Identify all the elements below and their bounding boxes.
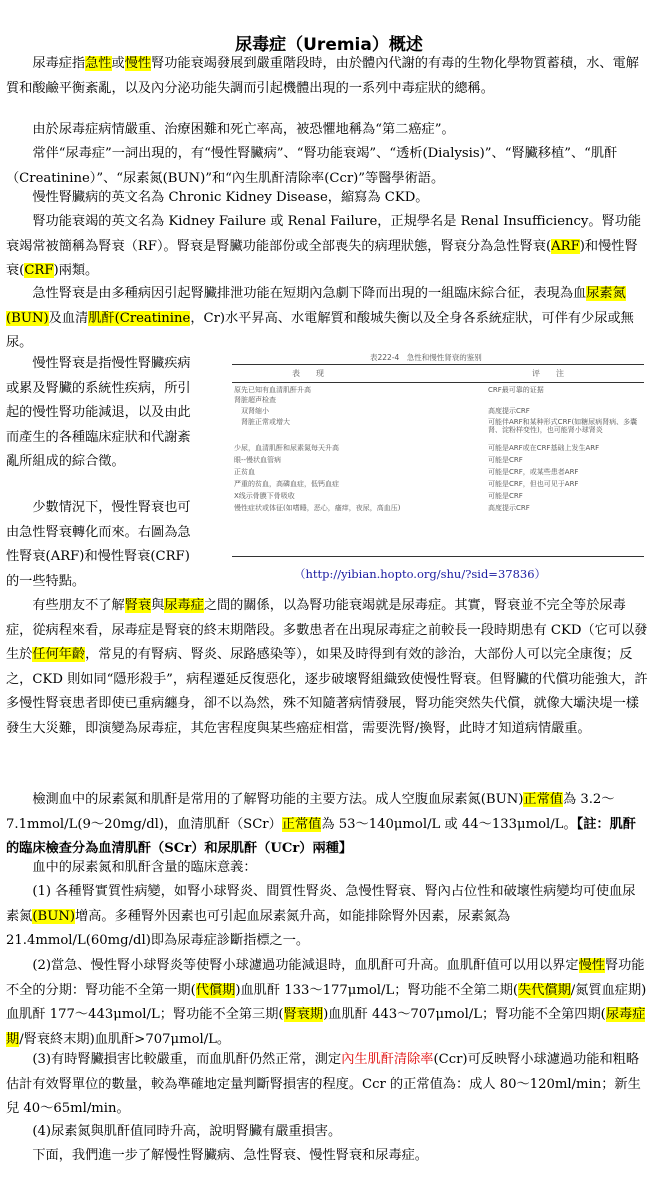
- highlight-normal-value-1: 正常值: [523, 792, 563, 807]
- table-cell-comment: 高度提示CRF: [488, 407, 530, 415]
- highlight-bun-2: (BUN): [32, 908, 76, 924]
- paragraph-chronic-failure: 慢性腎衰是指慢性腎臟疾病或累及腎臟的系統性疾病，所引起的慢性腎功能減退，以及由此而產生的各種臨床症狀和代謝紊亂所組成的綜合徵。: [6, 356, 191, 469]
- table-cell-feature: 双肾缩小: [234, 407, 269, 415]
- highlight-crf: CRF: [24, 263, 54, 278]
- table-cell-comment: 可能是CRF: [488, 492, 523, 500]
- table-cell-feature: 正贫血: [234, 468, 255, 476]
- highlight-normal-value-2: 正常值: [281, 816, 322, 832]
- comparison-table-figure: [232, 352, 644, 581]
- table-cell-comment: 高度提示CRF: [488, 504, 530, 512]
- text-ccr-red: 內生肌酐清除率: [341, 1052, 434, 1067]
- paragraph-tests: 檢測血中的尿素氮和肌酐是常用的了解腎功能的主要方法。成人空腹血尿素氮(BUN)正常值為 3.2～7.1mmol/L(9～20mg/dl)，血清肌酐（SCr）正常值為 53～140μmol/L 或 44～133μmol/L。【註：肌酐的臨床檢查分為血清肌酐（SCr）和尿肌酐（UCr）兩種】: [6, 792, 636, 856]
- table-cell-feature: 慢性症状或体征(如嗜睡，恶心，瘙痒，夜尿，高血压): [234, 504, 401, 512]
- table-cell-feature: 严重的贫血，高磷血症，低钙血症: [234, 480, 339, 488]
- table-cell-feature: 原先已知有血清肌酐升高: [234, 386, 311, 394]
- paragraph-point-2: (2)當急、慢性腎小球腎炎等使腎小球濾過功能減退時，血肌酐可升高。血肌酐值可以用以界定慢性腎功能不全的分期：腎功能不全第一期(代償期)血肌酐 133～177μmol/L；腎功能不全第二期(失代償期/氮質血症期)血肌酐 177～443μmol/L；腎功能不全第三期(腎衰期)血肌酐 443～707μmol/L；腎功能不全第四期(尿毒症期/腎衰終末期)血肌酐>707μmol/L。: [6, 958, 647, 1047]
- table-top-rule: [232, 364, 644, 365]
- paragraph-ckd: 慢性腎臟病的英文名為 Chronic Kidney Disease，縮寫為 CKD。: [6, 190, 429, 205]
- highlight-acute: 急性: [85, 56, 112, 71]
- paragraph-clinical-meaning: 血中的尿素氮和肌酐含量的臨床意義：: [6, 860, 257, 875]
- paragraph-point-4: (4)尿素氮與肌酐值同時升高，說明腎臟有嚴重損害。: [6, 1124, 342, 1139]
- table-cell-comment: 可能是CRF: [488, 456, 523, 464]
- note-creatinine: 【註：肌酐的臨床檢查分為血清肌酐（SCr）和尿肌酐（UCr）兩種】: [6, 816, 636, 856]
- paragraph-second-cancer: 由於尿毒症病情嚴重、治療困難和死亡率高，被恐懼地稱為“第二癌症”。: [6, 122, 455, 137]
- highlight-arf: ARF: [551, 238, 580, 254]
- table-cell-comment: 可能是ARF或在CRF基础上发生ARF: [488, 444, 600, 452]
- table-header-rule: [232, 382, 644, 383]
- table-cell-feature: 眼--慢状血管病: [234, 456, 282, 464]
- highlight-stage-4: 尿毒症期: [6, 1007, 646, 1047]
- paragraph-terms: 常伴“尿毒症”一詞出現的，有“慢性腎臟病”、“腎功能衰竭”、“透析(Dialysis)”、“腎臟移植”、“肌酐（Creatinine）”、“尿素氮(BUN)”和“內生肌酐清除率(Ccr)”等醫學術語。: [6, 146, 618, 186]
- table-cell-comment: 可能是CRF，但也可见于ARF: [488, 480, 579, 488]
- table-header-col2: 评 注: [532, 369, 564, 378]
- table-cell-feature: 肾脏超声检查: [234, 396, 276, 404]
- highlight-bun: 尿素氮(BUN): [6, 286, 626, 326]
- highlight-creatinine: 肌酐(Creatinine: [88, 310, 191, 326]
- highlight-renal-failure: 腎衰: [124, 598, 152, 613]
- table-bottom-rule: [232, 556, 644, 557]
- highlight-chronic-2: 慢性: [578, 958, 605, 973]
- paragraph-renal-failure: 腎功能衰竭的英文名為 Kidney Failure 或 Renal Failure，正規學名是 Renal Insufficiency。腎功能衰竭常被簡稱為腎衰（RF）。腎衰是腎臟功能部份或全部喪失的病理狀態，腎衰分為急性腎衰(ARF)和慢性腎衰(CRF)兩類。: [6, 214, 642, 278]
- paragraph-point-1: (1) 各種腎實質性病變，如腎小球腎炎、間質性腎炎、急慢性腎衰、腎內占位性和破壞性病變均可使血尿素氮(BUN)增高。多種腎外因素也可引起血尿素氮升高，如能排除腎外因素，尿素氮為 21.4mmol/L(60mg/dl)即為尿毒症診斷指標之一。: [6, 884, 636, 948]
- figure-caption: 表222-4 急性和慢性肾衰的鉴别: [370, 353, 482, 362]
- highlight-chronic: 慢性: [124, 56, 152, 71]
- paragraph-closing: 下面，我們進一步了解慢性腎臟病、急性腎衰、慢性腎衰和尿毒症。: [6, 1148, 428, 1163]
- paragraph-point-3: (3)有時腎臟損害比較嚴重，而血肌酐仍然正常，測定內生肌酐清除率(Ccr)可反映腎小球濾過功能和粗略估計有效腎單位的數量，較為準確地定量判斷腎損害的程度。Ccr 的正常值為：成人 80～120ml/min；新生兒 40～65ml/min。: [6, 1052, 641, 1116]
- paragraph-figure-intro: 少數情況下，慢性腎衰也可由急性腎衰轉化而來。右圖為急性腎衰(ARF)和慢性腎衰(CRF)的一些特點。: [6, 500, 191, 589]
- highlight-any-age: 任何年齡: [32, 647, 86, 662]
- table-cell-feature: X线示骨膜下骨吸收: [234, 492, 295, 500]
- paragraph-definition: 尿毒症指急性或慢性腎功能衰竭發展到嚴重階段時，由於體內代謝的有毒的生物化學物質蓄積，水、電解質和酸鹼平衡紊亂，以及內分泌功能失調而引起機體出現的一系列中毒症狀的總稱。: [6, 56, 639, 96]
- table-cell-comment: 可能伴ARF和某种形式CRF(如糖尿病肾病、多囊肾、淀粉样变性)，也可能肾小球肾炎: [488, 418, 638, 434]
- highlight-stage-1: 代償期: [195, 982, 236, 998]
- table-cell-feature: 肾脏正常或增大: [234, 418, 290, 426]
- paragraph-relationship: 有些朋友不了解腎衰與尿毒症之間的關係，以為腎功能衰竭就是尿毒症。其實，腎衰並不完全等於尿毒症，從病程來看，尿毒症是腎衰的終末期階段。多數患者在出現尿毒症之前較長一段時期患有 CKD（它可以發生於任何年齡，常見的有腎病、腎炎、尿路感染等），如果及時得到有效的診治，大部份人可以完全康復；反之，CKD 則如同“隱形殺手”，病程遷延反復惡化，逐步破壞腎組織致使慢性腎衰。但腎臟的代償功能強大，許多慢性腎衰患者即使已重病纏身，卻不以為然，殊不知隨著病情發展，腎功能突然失代償，就像大壩決堤一樣發生大災難，即演變為尿毒症，其危害程度與某些癌症相當，需要洗腎/換腎，此時才知道病情嚴重。: [6, 598, 648, 736]
- table-cell-feature: 少尿，血清肌酐和尿素氮每天升高: [234, 444, 339, 452]
- highlight-uremia: 尿毒症: [164, 598, 204, 613]
- table-cell-comment: 可能是CRF，或某些患者ARF: [488, 468, 579, 476]
- table-header-col1: 表 现: [292, 369, 324, 378]
- figure-source-url: （http://yibian.hopto.org/shu/?sid=37836）: [294, 567, 547, 581]
- page-title: 尿毒症（Uremia）概述: [235, 35, 423, 55]
- highlight-stage-3: 腎衰期: [283, 1007, 324, 1022]
- highlight-stage-2: 失代償期: [518, 982, 571, 998]
- table-cell-comment: CRF最可靠的证据: [488, 386, 544, 394]
- paragraph-acute-failure: 急性腎衰是由多種病因引起腎臟排泄功能在短期內急劇下降而出現的一組臨床綜合征，表現為血尿素氮(BUN)及血清肌酐(Creatinine，Cr)水平昇高、水電解質和酸城失衡以及全身各系統症狀，可伴有少尿或無尿。: [6, 286, 634, 350]
